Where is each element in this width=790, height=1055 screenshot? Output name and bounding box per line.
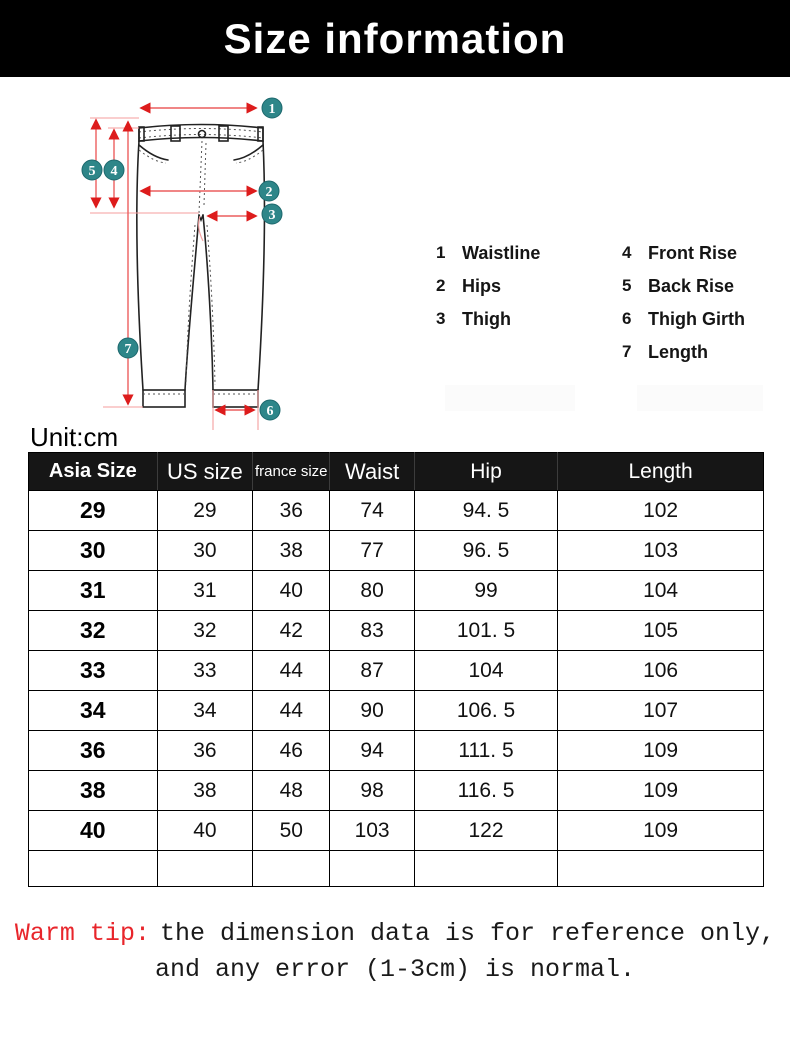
table-cell: 94. 5 — [414, 491, 557, 531]
legend-item-thigh — [436, 309, 540, 329]
legend-num: 7 — [622, 342, 632, 361]
table-cell-empty — [157, 851, 253, 887]
table-row — [29, 731, 764, 771]
legend-label: Length — [648, 342, 708, 362]
table-cell-empty — [558, 851, 764, 887]
legend-num: 6 — [622, 309, 632, 328]
callout-circles — [82, 98, 282, 420]
table-cell: 40 — [253, 571, 330, 611]
measurement-lines — [90, 108, 258, 430]
callout-5: 5 — [88, 164, 96, 179]
table-cell: 48 — [253, 771, 330, 811]
table-cell: 36 — [253, 491, 330, 531]
size-table — [28, 452, 764, 887]
table-cell: 90 — [330, 691, 415, 731]
page-title: Size information — [223, 14, 567, 62]
table-cell-empty — [29, 851, 158, 887]
table-cell: 30 — [29, 531, 158, 571]
table-cell: 80 — [330, 571, 415, 611]
table-cell: 34 — [157, 691, 253, 731]
table-cell: 29 — [157, 491, 253, 531]
legend-label: Back Rise — [648, 276, 735, 296]
table-cell: 34 — [29, 691, 158, 731]
table-cell: 106 — [558, 651, 764, 691]
table-row — [29, 571, 764, 611]
waist-button — [199, 131, 206, 138]
table-cell: 36 — [157, 731, 253, 771]
title-bar — [0, 0, 790, 77]
pants-outline-drawing — [137, 125, 264, 408]
table-cell: 104 — [558, 571, 764, 611]
warm-tip-line2: and any error (1-3cm) is normal. — [154, 955, 636, 984]
legend-num: 3 — [436, 309, 446, 328]
table-cell: 50 — [253, 811, 330, 851]
legend-label: Thigh Girth — [648, 309, 745, 329]
legend-num: 2 — [436, 276, 446, 295]
col-header-waist: Waist — [330, 453, 415, 491]
table-cell: 104 — [414, 651, 557, 691]
legend-column-right — [622, 243, 745, 375]
legend-num: 1 — [436, 243, 446, 262]
col-header-asia-size: Asia Size — [29, 453, 158, 491]
unit-label: Unit:cm — [30, 422, 119, 452]
faded-watermark-block — [445, 385, 575, 411]
table-cell: 98 — [330, 771, 415, 811]
table-cell: 38 — [29, 771, 158, 811]
table-cell: 83 — [330, 611, 415, 651]
table-cell: 94 — [330, 731, 415, 771]
table-cell: 40 — [157, 811, 253, 851]
right-cuff — [213, 390, 258, 407]
table-cell: 38 — [157, 771, 253, 811]
table-cell: 111. 5 — [414, 731, 557, 771]
table-cell: 99 — [414, 571, 557, 611]
table-cell-empty — [330, 851, 415, 887]
table-row — [29, 531, 764, 571]
table-cell: 77 — [330, 531, 415, 571]
table-cell: 29 — [29, 491, 158, 531]
table-cell: 32 — [157, 611, 253, 651]
table-row — [29, 691, 764, 731]
legend-item-hips — [436, 276, 540, 296]
table-cell: 109 — [558, 771, 764, 811]
table-cell: 40 — [29, 811, 158, 851]
faded-watermark-block — [637, 385, 763, 411]
table-cell: 106. 5 — [414, 691, 557, 731]
table-cell: 103 — [330, 811, 415, 851]
table-cell: 44 — [253, 691, 330, 731]
table-cell-empty — [414, 851, 557, 887]
pants-measurement-diagram — [75, 85, 295, 435]
table-cell-empty — [253, 851, 330, 887]
col-header-us-size: US size — [157, 453, 253, 491]
table-cell: 36 — [29, 731, 158, 771]
callout-7: 7 — [124, 342, 132, 357]
table-cell: 38 — [253, 531, 330, 571]
legend-column-left — [436, 243, 540, 342]
legend-item-front-rise — [622, 243, 745, 263]
table-cell: 96. 5 — [414, 531, 557, 571]
col-header-length: Length — [558, 453, 764, 491]
table-cell: 44 — [253, 651, 330, 691]
table-cell: 46 — [253, 731, 330, 771]
table-row — [29, 611, 764, 651]
pants-diagram-svg — [75, 85, 295, 435]
size-table-header-row — [29, 453, 764, 491]
table-cell: 102 — [558, 491, 764, 531]
callout-2: 2 — [265, 185, 273, 200]
right-pocket — [234, 145, 263, 160]
table-row-empty — [29, 851, 764, 887]
legend-label: Front Rise — [648, 243, 738, 263]
table-row — [29, 491, 764, 531]
legend-num: 5 — [622, 276, 632, 295]
table-cell: 103 — [558, 531, 764, 571]
legend-item-thigh-girth — [622, 309, 745, 329]
table-cell: 74 — [330, 491, 415, 531]
table-cell: 30 — [157, 531, 253, 571]
callout-1: 1 — [268, 102, 276, 117]
legend-label: Thigh — [462, 309, 511, 329]
warm-tip-line1 — [0, 916, 790, 952]
table-cell: 31 — [157, 571, 253, 611]
table-cell: 116. 5 — [414, 771, 557, 811]
table-row — [29, 651, 764, 691]
table-cell: 33 — [157, 651, 253, 691]
legend-label: Waistline — [462, 243, 541, 263]
table-row — [29, 811, 764, 851]
legend-item-length — [622, 342, 745, 362]
callout-4: 4 — [110, 164, 118, 179]
legend-item-back-rise — [622, 276, 745, 296]
legend-num: 4 — [622, 243, 632, 262]
legend-label: Hips — [462, 276, 502, 296]
legend-item-waistline — [436, 243, 540, 263]
table-cell: 33 — [29, 651, 158, 691]
left-pocket — [139, 145, 168, 160]
col-header-hip: Hip — [414, 453, 557, 491]
table-cell: 107 — [558, 691, 764, 731]
callout-3: 3 — [268, 208, 276, 223]
table-cell: 42 — [253, 611, 330, 651]
table-cell: 122 — [414, 811, 557, 851]
table-cell: 105 — [558, 611, 764, 651]
table-cell: 109 — [558, 731, 764, 771]
warm-tip-text1: the dimension data is for reference only, — [159, 919, 776, 948]
table-cell: 87 — [330, 651, 415, 691]
table-cell: 101. 5 — [414, 611, 557, 651]
table-cell: 32 — [29, 611, 158, 651]
warm-tip — [0, 916, 790, 988]
callout-6: 6 — [266, 404, 274, 419]
warm-tip-label: Warm tip: — [14, 919, 150, 948]
table-row — [29, 771, 764, 811]
table-cell: 31 — [29, 571, 158, 611]
left-cuff — [143, 390, 185, 407]
table-cell: 109 — [558, 811, 764, 851]
col-header-france-size: france size — [253, 453, 330, 491]
